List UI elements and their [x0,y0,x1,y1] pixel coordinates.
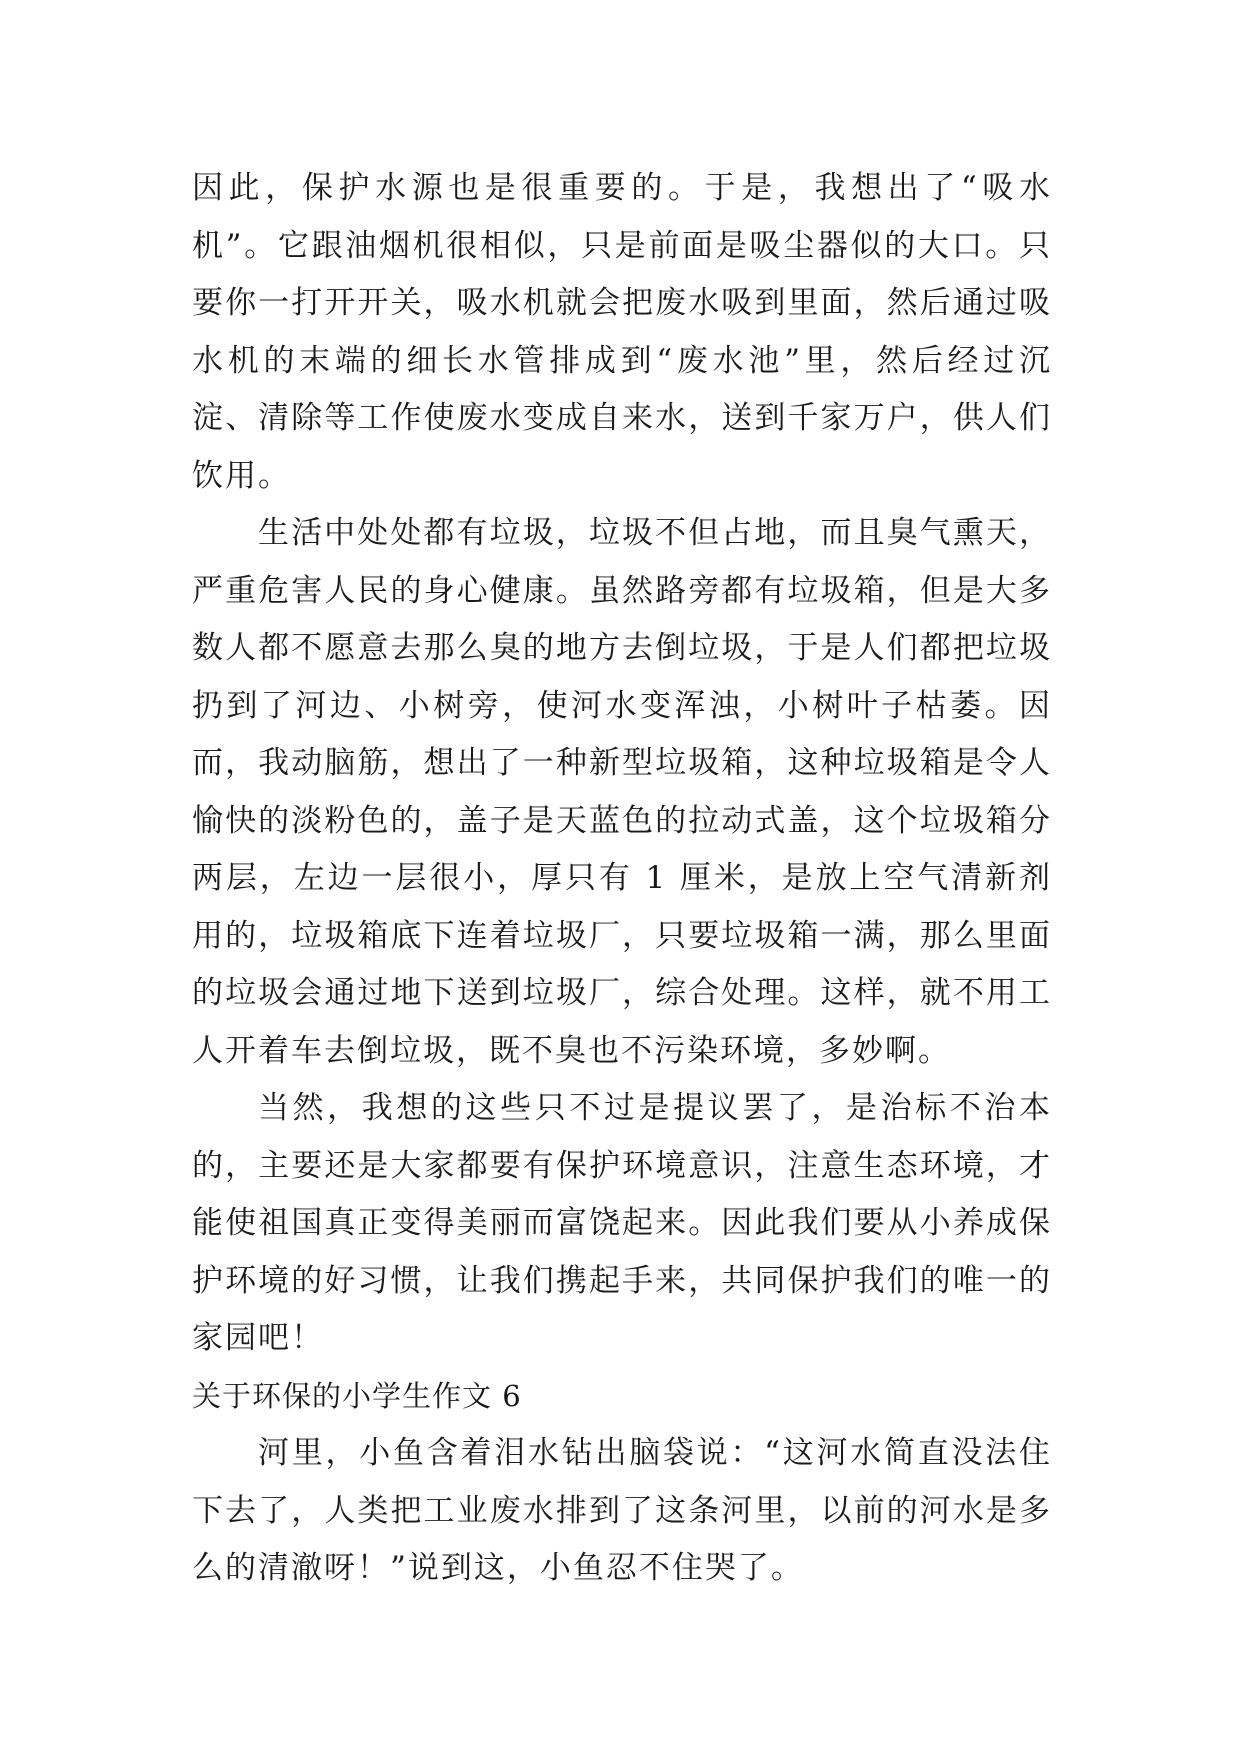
section-heading: 关于环保的小学生作文 6 [192,1378,522,1413]
paragraph-conclusion: 当然，我想的这些只不过是提议罢了，是治标不治本的，主要还是大家都要有保护环境意识，注意生态环境，才能使祖国真正变得美丽而富饶起来。因此我们要从小养成保护环境的好习惯，让我们携起手来，共同保护我们的唯一的家园吧！ [192,1090,1052,1356]
paragraph-water-machine: 因此，保护水源也是很重要的。于是，我想出了“吸水机”。它跟油烟机很相似，只是前面是吸尘器似的大口。只要你一打开开关，吸水机就会把废水吸到里面，然后通过吸水机的末端的细长水管排成到“废水池”里，然后经过沉淀、清除等工作使废水变成自来水，送到千家万户，供人们饮用。 [192,170,1052,494]
paragraph-fish-story: 河里，小鱼含着泪水钻出脑袋说：“这河水简直没法住下去了，人类把工业废水排到了这条河里，以前的河水是多么的清澈呀！”说到这，小鱼忍不住哭了。 [192,1435,1052,1586]
document-page [192,160,1052,1598]
paragraph-trash-bin: 生活中处处都有垃圾，垃圾不但占地，而且臭气熏天，严重危害人民的身心健康。虽然路旁都有垃圾箱，但是大多数人都不愿意去那么臭的地方去倒垃圾，于是人们都把垃圾扔到了河边、小树旁，使河水变浑浊，小树叶子枯萎。因而，我动脑筋，想出了一种新型垃圾箱，这种垃圾箱是令人愉快的淡粉色的，盖子是天蓝色的拉动式盖，这个垃圾箱分两层，左边一层很小，厚只有 1 厘米，是放上空气清新剂用的，垃圾箱底下连着垃圾厂，只要垃圾箱一满，那么里面的垃圾会通过地下送到垃圾厂，综合处理。这样，就不用工人开着车去倒垃圾，既不臭也不污染环境，多妙啊。 [192,515,1052,1069]
